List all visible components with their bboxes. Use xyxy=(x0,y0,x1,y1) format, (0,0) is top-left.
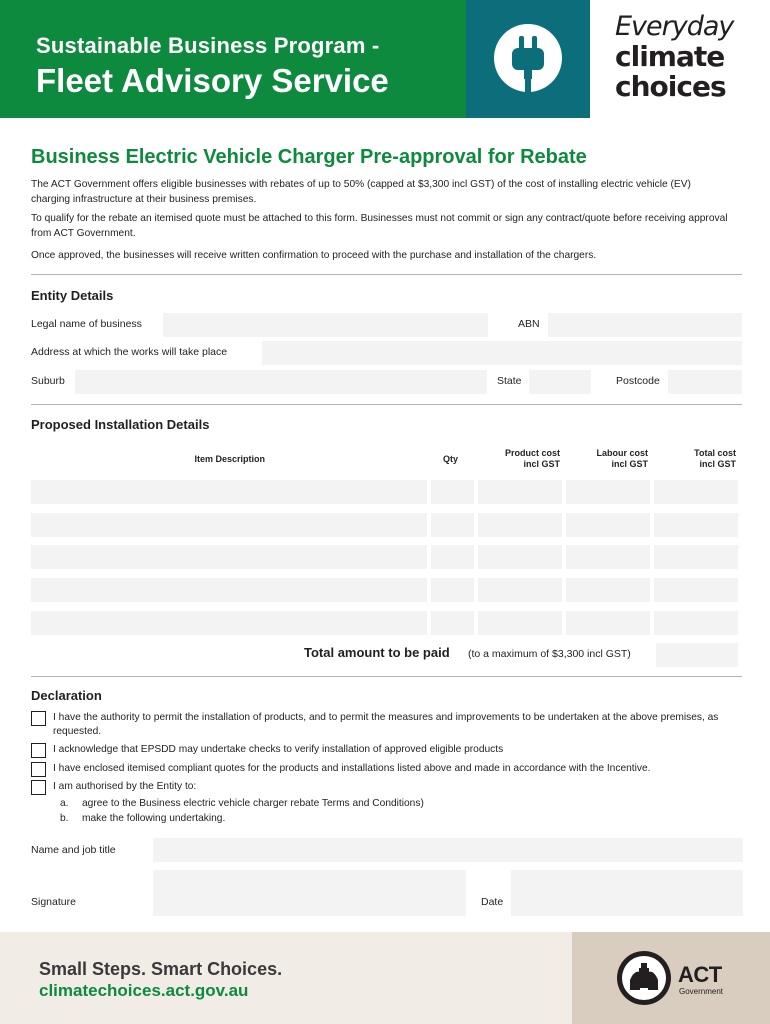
sub-item-b-text: make the following undertaking. xyxy=(82,813,226,824)
address-label: Address at which the works will take place xyxy=(31,346,228,358)
divider xyxy=(31,676,742,677)
total-amount-note: (to a maximum of $3,300 incl GST) xyxy=(468,648,631,660)
labour-cost-cell[interactable] xyxy=(566,480,650,504)
qty-cell[interactable] xyxy=(431,578,474,602)
name-job-title-field[interactable] xyxy=(153,838,743,862)
sub-item-b-letter: b. xyxy=(60,813,69,824)
act-government-logo-block xyxy=(572,932,770,1024)
ev-plug-icon xyxy=(492,22,564,94)
total-cost-cell[interactable] xyxy=(654,611,738,635)
qty-cell[interactable] xyxy=(431,480,474,504)
installation-details-heading: Proposed Installation Details xyxy=(31,417,210,432)
item-description-cell[interactable] xyxy=(31,513,427,537)
state-label: State xyxy=(497,375,522,387)
product-cost-cell[interactable] xyxy=(478,578,562,602)
footer-url-link[interactable]: climatechoices.act.gov.au xyxy=(39,981,249,1000)
state-field[interactable] xyxy=(529,370,591,394)
qty-cell[interactable] xyxy=(431,611,474,635)
footer xyxy=(0,932,770,1024)
declaration-text-authority: I have the authority to permit the installation of products, and to permit the measures and improvements to be undertaken at the above premises, as requested. xyxy=(53,712,719,737)
col-product-cost-line1: Product cost xyxy=(504,448,560,458)
act-government-crest-icon xyxy=(616,950,672,1006)
total-amount-label: Total amount to be paid xyxy=(304,645,450,660)
abn-label: ABN xyxy=(518,318,540,330)
signature-field[interactable] xyxy=(153,870,466,916)
declaration-checkbox-epsdd[interactable] xyxy=(31,743,46,758)
declaration-text-authorised: I am authorised by the Entity to: xyxy=(53,781,197,792)
abn-field[interactable] xyxy=(548,313,742,337)
brand-line-2: climate xyxy=(615,40,725,73)
act-government-wordmark: Government xyxy=(679,987,724,996)
brand-line-1: Everyday xyxy=(615,11,734,42)
total-cost-cell[interactable] xyxy=(654,480,738,504)
intro-paragraph-1: The ACT Government offers eligible businesses with rebates of up to 50% (capped at $3,300 incl GST) of the cost of installing electric vehicle (EV) charging infrastructure at their business premises. xyxy=(31,179,691,205)
total-cost-cell[interactable] xyxy=(654,513,738,537)
suburb-label: Suburb xyxy=(31,375,65,387)
col-labour-cost xyxy=(568,448,648,470)
product-cost-cell[interactable] xyxy=(478,480,562,504)
header-banner xyxy=(0,0,770,118)
labour-cost-cell[interactable] xyxy=(566,545,650,569)
declaration-text-epsdd: I acknowledge that EPSDD may undertake checks to verify installation of approved eligible products xyxy=(53,744,504,755)
date-label: Date xyxy=(481,896,504,908)
brand-line-3: choices xyxy=(615,70,726,103)
labour-cost-cell[interactable] xyxy=(566,513,650,537)
item-description-cell[interactable] xyxy=(31,578,427,602)
qty-cell[interactable] xyxy=(431,513,474,537)
name-job-title-label: Name and job title xyxy=(31,844,116,856)
footer-tagline: Small Steps. Smart Choices. xyxy=(39,959,283,979)
product-cost-cell[interactable] xyxy=(478,545,562,569)
total-amount-field[interactable] xyxy=(656,643,738,667)
declaration-checkbox-quotes[interactable] xyxy=(31,762,46,777)
form-title: Business Electric Vehicle Charger Pre-approval for Rebate xyxy=(31,146,587,168)
col-qty: Qty xyxy=(442,454,458,464)
sub-item-a-text: agree to the Business electric vehicle charger rebate Terms and Conditions) xyxy=(82,798,424,809)
everyday-climate-choices-logo xyxy=(615,12,733,102)
product-cost-cell[interactable] xyxy=(478,513,562,537)
footer-tagline-block xyxy=(0,932,572,1024)
postcode-label: Postcode xyxy=(616,375,660,387)
col-labour-cost-line2: incl GST xyxy=(611,459,648,469)
col-product-cost-line2: incl GST xyxy=(523,459,560,469)
col-total-cost-line2: incl GST xyxy=(699,459,736,469)
col-item-description: Item Description xyxy=(194,454,265,464)
total-cost-cell[interactable] xyxy=(654,578,738,602)
declaration-checkbox-authorised[interactable] xyxy=(31,780,46,795)
legal-name-field[interactable] xyxy=(163,313,488,337)
labour-cost-cell[interactable] xyxy=(566,578,650,602)
item-description-cell[interactable] xyxy=(31,611,427,635)
brand-panel xyxy=(590,0,770,118)
ev-plug-panel xyxy=(466,0,590,118)
col-total-cost-line1: Total cost xyxy=(694,448,736,458)
date-field[interactable] xyxy=(511,870,743,916)
intro-paragraph-3: Once approved, the businesses will receive written confirmation to proceed with the purchase and installation of the chargers. xyxy=(31,250,597,261)
col-product-cost xyxy=(480,448,560,470)
entity-details-heading: Entity Details xyxy=(31,288,114,303)
suburb-field[interactable] xyxy=(75,370,487,394)
qty-cell[interactable] xyxy=(431,545,474,569)
col-total-cost xyxy=(656,448,736,470)
address-field[interactable] xyxy=(262,341,742,365)
postcode-field[interactable] xyxy=(668,370,742,394)
declaration-heading: Declaration xyxy=(31,688,102,703)
declaration-checkbox-authority[interactable] xyxy=(31,711,46,726)
header-title-block xyxy=(0,0,466,118)
divider xyxy=(31,404,742,405)
intro-paragraph-2: To qualify for the rebate an itemised quote must be attached to this form. Businesses must not commit or sign any contract/quote before receiving approval from ACT Government. xyxy=(31,213,728,239)
act-wordmark: ACT xyxy=(678,962,722,987)
product-cost-cell[interactable] xyxy=(478,611,562,635)
col-labour-cost-line1: Labour cost xyxy=(596,448,648,458)
total-cost-cell[interactable] xyxy=(654,545,738,569)
labour-cost-cell[interactable] xyxy=(566,611,650,635)
service-name: Fleet Advisory Service xyxy=(36,62,389,99)
sub-item-a-letter: a. xyxy=(60,798,69,809)
item-description-cell[interactable] xyxy=(31,480,427,504)
program-name: Sustainable Business Program - xyxy=(36,33,380,58)
signature-label: Signature xyxy=(31,896,76,908)
item-description-cell[interactable] xyxy=(31,545,427,569)
divider xyxy=(31,274,742,275)
declaration-text-quotes: I have enclosed itemised compliant quotes for the products and installations listed above and made in accordance with the Incentive. xyxy=(53,763,651,774)
legal-name-label: Legal name of business xyxy=(31,318,142,330)
